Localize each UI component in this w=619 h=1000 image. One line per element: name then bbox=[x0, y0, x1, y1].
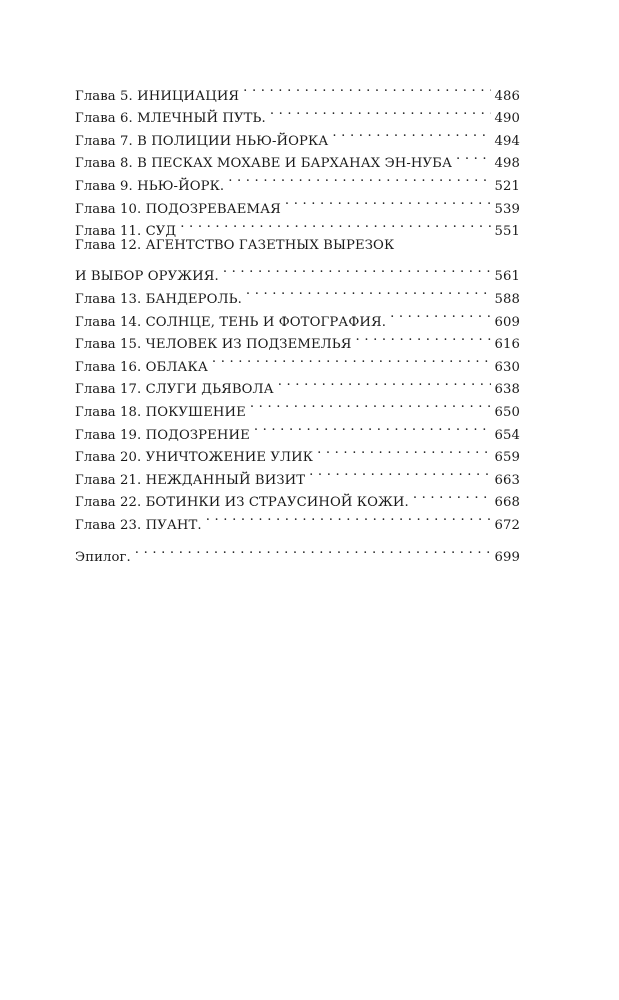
toc-entry-epilogue[interactable] bbox=[75, 539, 520, 566]
toc-entry-chapter-5[interactable] bbox=[75, 77, 520, 104]
dot-leader bbox=[356, 326, 491, 349]
toc-entry-page: 498 bbox=[494, 156, 520, 172]
toc-entry-title: Глава 10. ПОДОЗРЕВАЕМАЯ bbox=[75, 201, 281, 217]
dot-leader bbox=[243, 77, 490, 100]
toc-entry-page: 486 bbox=[494, 88, 520, 104]
toc-entry-title: Глава 5. ИНИЦИАЦИЯ bbox=[75, 88, 240, 104]
toc-entry-title: Эпилог. bbox=[75, 550, 131, 566]
toc-entry-title: Глава 6. МЛЕЧНЫЙ ПУТЬ. bbox=[75, 111, 266, 127]
dot-leader bbox=[309, 461, 490, 484]
dot-leader bbox=[228, 167, 490, 190]
toc-entry-chapter-12[interactable] bbox=[75, 235, 520, 285]
dot-leader bbox=[223, 258, 491, 281]
dot-leader bbox=[390, 303, 490, 326]
toc-entry-page: 659 bbox=[494, 450, 520, 466]
toc-entry-page: 561 bbox=[494, 269, 520, 285]
toc-entry-page: 521 bbox=[494, 178, 520, 194]
toc-entry-page: 654 bbox=[494, 427, 520, 443]
toc-entry-title: Глава 13. БАНДЕРОЛЬ. bbox=[75, 291, 242, 307]
toc-entry-title: Глава 18. ПОКУШЕНИЕ bbox=[75, 404, 246, 420]
toc-entry-title-line2: И ВЫБОР ОРУЖИЯ. bbox=[75, 269, 219, 285]
toc-entry-title: Глава 19. ПОДОЗРЕНИЕ bbox=[75, 427, 250, 443]
dot-leader bbox=[278, 371, 491, 394]
toc-entry-page: 490 bbox=[494, 111, 520, 127]
toc-entry-title: Глава 21. НЕЖДАННЫЙ ВИЗИТ bbox=[75, 472, 306, 488]
toc-entry-line2 bbox=[75, 258, 520, 285]
toc-entry-page: 616 bbox=[494, 337, 520, 353]
dot-leader bbox=[413, 484, 491, 507]
toc-entry-title: Глава 8. В ПЕСКАХ МОХАВЕ И БАРХАНАХ ЭН-НУБА bbox=[75, 156, 453, 172]
dot-leader bbox=[332, 122, 490, 145]
dot-leader bbox=[135, 539, 491, 562]
toc-entry-title: Глава 23. ПУАНТ. bbox=[75, 517, 202, 533]
dot-leader bbox=[180, 213, 490, 236]
toc-entry-page: 668 bbox=[494, 495, 520, 511]
toc-entry-title: Глава 7. В ПОЛИЦИИ НЬЮ-ЙОРКА bbox=[75, 133, 329, 149]
toc-entry-title: Глава 15. ЧЕЛОВЕК ИЗ ПОДЗЕМЕЛЬЯ bbox=[75, 337, 352, 353]
dot-leader bbox=[206, 506, 491, 529]
toc-entry-page: 630 bbox=[494, 359, 520, 375]
toc-entry-title: Глава 11. СУД bbox=[75, 224, 177, 240]
toc-entry-page: 699 bbox=[494, 550, 520, 566]
toc-entry-title: Глава 20. УНИЧТОЖЕНИЕ УЛИК bbox=[75, 450, 314, 466]
toc-entry-page: 672 bbox=[494, 517, 520, 533]
toc-entry-page: 638 bbox=[494, 382, 520, 398]
toc-entry-page: 663 bbox=[494, 472, 520, 488]
toc-entry-title: Глава 17. СЛУГИ ДЬЯВОЛА bbox=[75, 382, 274, 398]
table-of-contents bbox=[75, 77, 520, 566]
toc-entry-title: Глава 14. СОЛНЦЕ, ТЕНЬ И ФОТОГРАФИЯ. bbox=[75, 314, 387, 330]
dot-leader bbox=[317, 439, 490, 462]
dot-leader bbox=[270, 100, 491, 123]
toc-entry-page: 539 bbox=[494, 201, 520, 217]
toc-entry-page: 588 bbox=[494, 291, 520, 307]
toc-entry-title-line1: Глава 12. АГЕНТСТВО ГАЗЕТНЫХ ВЫРЕЗОК bbox=[75, 238, 395, 254]
dot-leader bbox=[250, 393, 491, 416]
toc-entry-title: Глава 22. БОТИНКИ ИЗ СТРАУСИНОЙ КОЖИ. bbox=[75, 495, 409, 511]
dot-leader bbox=[212, 348, 491, 371]
toc-entry-page: 551 bbox=[494, 224, 520, 240]
dot-leader bbox=[285, 190, 491, 213]
dot-leader bbox=[254, 416, 491, 439]
dot-leader bbox=[456, 145, 490, 168]
dot-leader bbox=[246, 280, 491, 303]
toc-entry-page: 494 bbox=[494, 133, 520, 149]
toc-entry-title: Глава 16. ОБЛАКА bbox=[75, 359, 208, 375]
toc-entry-page: 650 bbox=[494, 404, 520, 420]
toc-entry-title: Глава 9. НЬЮ-ЙОРК. bbox=[75, 178, 225, 194]
toc-entry-page: 609 bbox=[494, 314, 520, 330]
